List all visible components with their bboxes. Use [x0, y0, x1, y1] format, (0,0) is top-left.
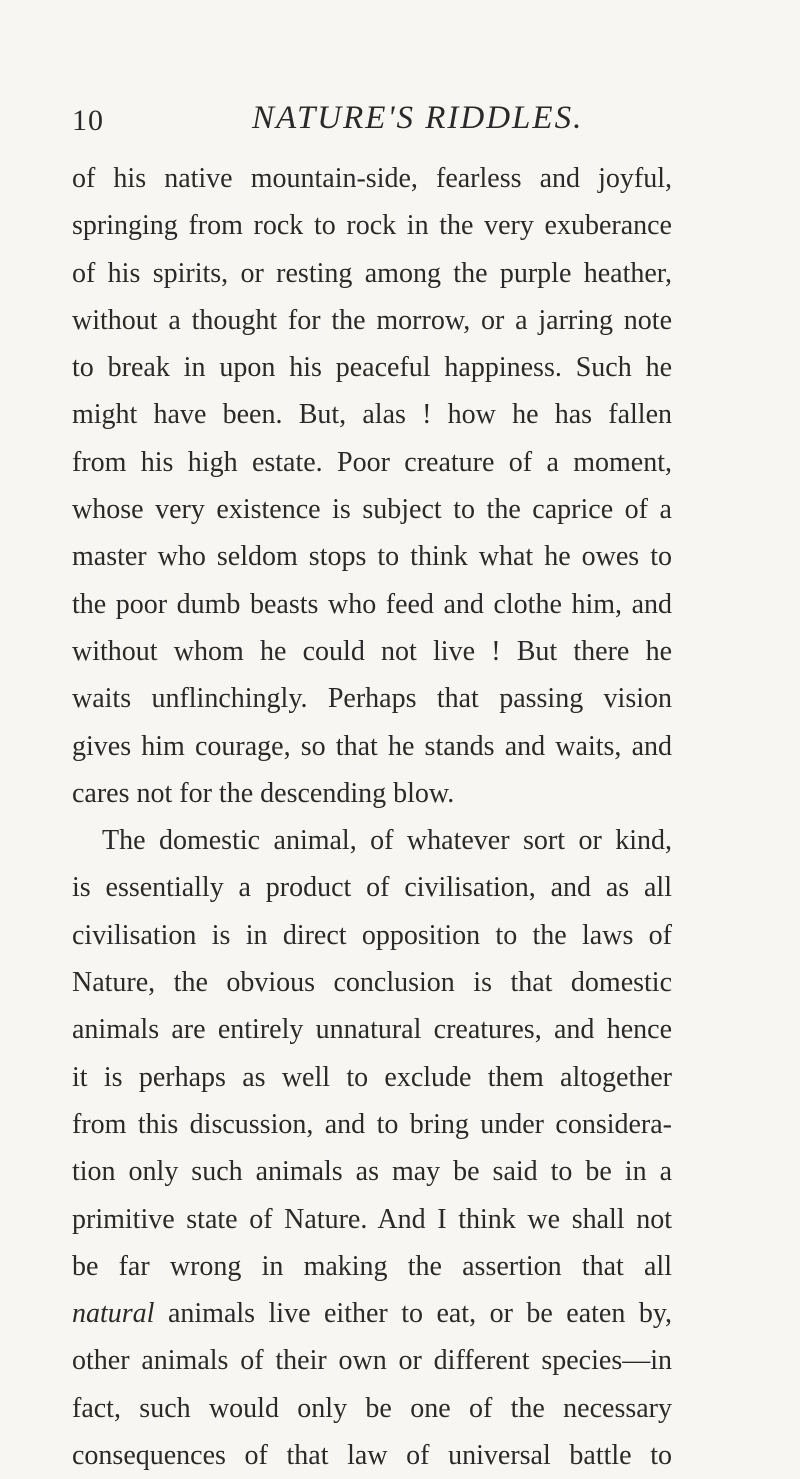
- text-line-with-italic: [72, 1290, 672, 1337]
- text-line: springing from rock to rock in the very exuberance: [72, 210, 672, 242]
- text-line: other animals of their own or different species—in: [72, 1345, 672, 1377]
- text-line: from his high estate. Poor creature of a moment,: [72, 446, 672, 478]
- text-line: master who seldom stops to think what he owes to: [72, 541, 672, 573]
- text-line: might have been. But, alas ! how he has fallen: [72, 399, 672, 431]
- text-line: without a thought for the morrow, or a jarring note: [72, 304, 672, 336]
- text-line: The domestic animal, of whatever sort or kind,: [102, 825, 672, 857]
- text-line: whose very existence is subject to the caprice of a: [72, 494, 672, 526]
- text-line: without whom he could not live ! But there he: [72, 635, 672, 667]
- text-line: of his native mountain-side, fearless and joyful,: [72, 163, 672, 194]
- text-line: primitive state of Nature. And I think we shall not: [72, 1203, 672, 1235]
- text-line: animals are entirely unnatural creatures, and hence: [72, 1014, 672, 1046]
- running-head: [72, 100, 672, 144]
- text-line: it is perhaps as well to exclude them altogether: [72, 1061, 672, 1093]
- text-line: Nature, the obvious conclusion is that domestic: [72, 967, 672, 999]
- text-line: is essentially a product of civilisation, and as all: [72, 872, 672, 904]
- text-line-rest: animals live either to eat, or be eaten by,: [167, 1298, 672, 1330]
- text-line: from this discussion, and to bring under considera-: [72, 1108, 672, 1140]
- text-line: gives him courage, so that he stands and waits, and: [72, 730, 672, 762]
- text-line: to break in upon his peaceful happiness. Such he: [72, 352, 672, 384]
- body-text: [72, 155, 672, 1479]
- running-title: NATURE'S RIDDLES.: [252, 100, 584, 136]
- text-line: waits unflinchingly. Perhaps that passing vision: [72, 683, 672, 715]
- text-line: civilisation is in direct opposition to the laws of: [72, 919, 672, 951]
- italic-word: natural: [72, 1298, 155, 1330]
- text-line: cares not for the descending blow.: [72, 777, 455, 809]
- text-line: tion only such animals as may be said to be in a: [72, 1156, 672, 1188]
- text-line: consequences of that law of universal battle to: [72, 1440, 672, 1472]
- text-line: of his spirits, or resting among the purple heather,: [72, 257, 672, 289]
- page-number: 10: [72, 104, 104, 137]
- text-line: the poor dumb beasts who feed and clothe him, and: [72, 588, 672, 620]
- text-line: fact, such would only be one of the necessary: [72, 1392, 672, 1424]
- text-line: be far wrong in making the assertion that all: [72, 1250, 672, 1282]
